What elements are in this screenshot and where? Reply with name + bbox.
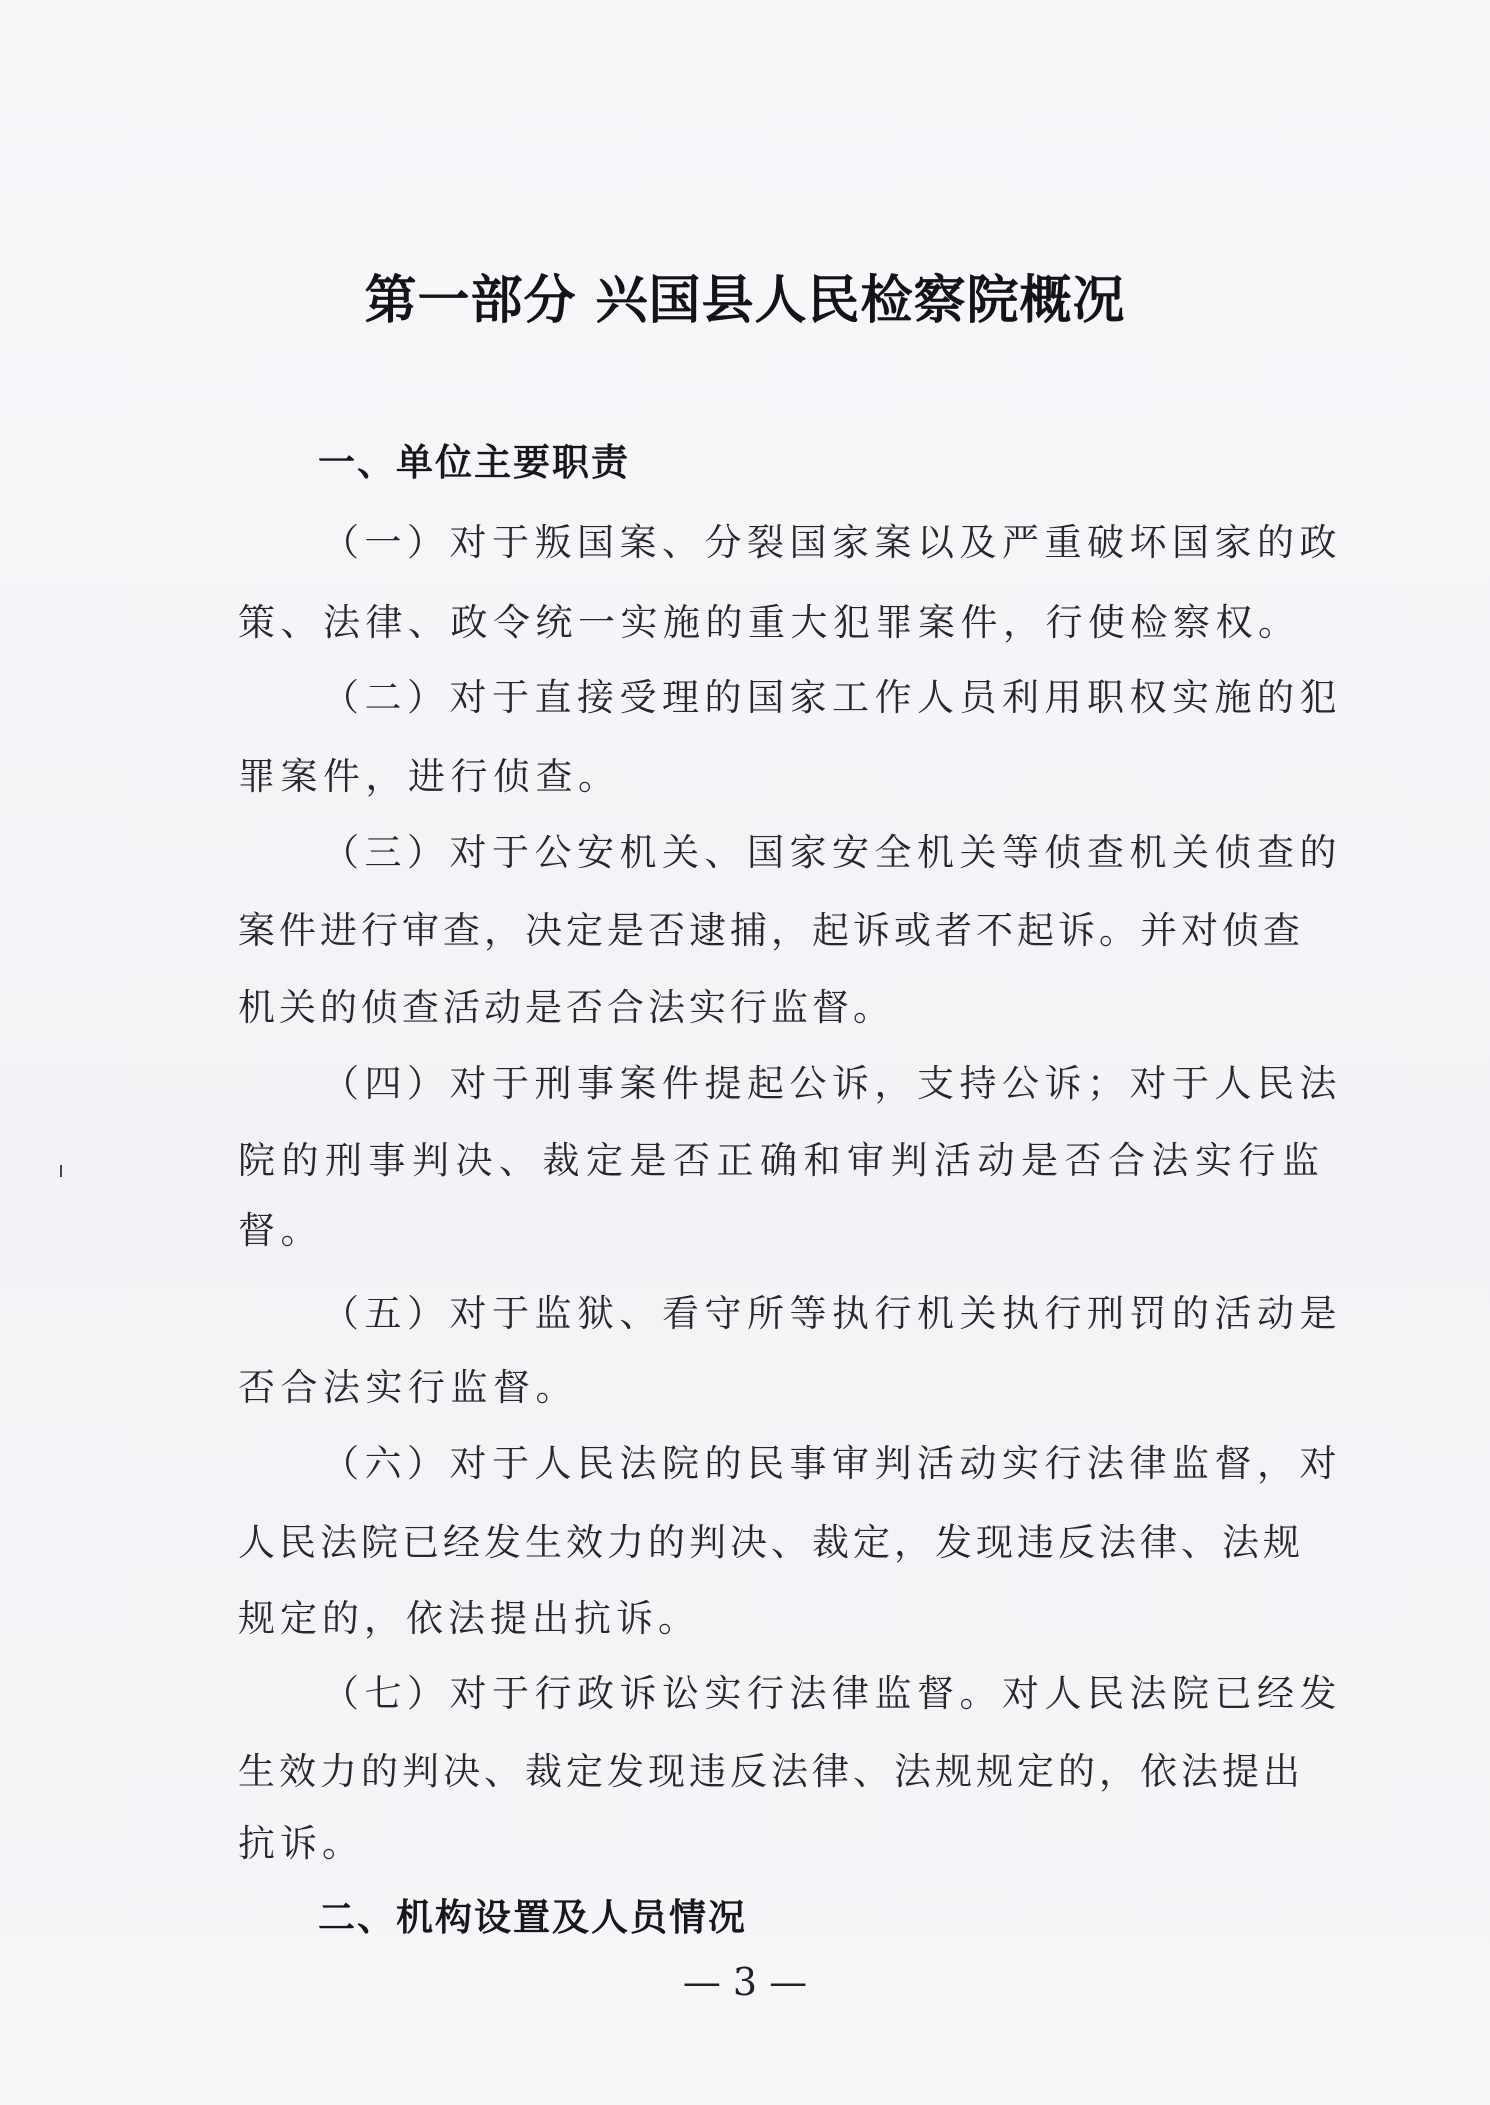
paragraph-line: 抗诉。 <box>238 1822 364 1865</box>
paragraph-line: （五）对于监狱、看守所等执行机关执行刑罚的活动是 <box>322 1292 1342 1335</box>
page-title: 第一部分 兴国县人民检察院概况 <box>364 270 1126 331</box>
paragraph-line: 规定的，依法提出抗诉。 <box>238 1597 700 1640</box>
paragraph-line: 人民法院已经发生效力的判决、裁定，发现违反法律、法规 <box>238 1521 1304 1564</box>
section-heading-organization: 二、机构设置及人员情况 <box>318 1896 747 1939</box>
paragraph-line: 罪案件，进行侦查。 <box>238 755 621 798</box>
page-number: — 3 — <box>682 1960 808 2004</box>
section-heading-duties: 一、单位主要职责 <box>318 441 630 484</box>
paragraph-line: （七）对于行政诉讼实行法律监督。对人民法院已经发 <box>322 1672 1342 1715</box>
paragraph-line: （六）对于人民法院的民事审判活动实行法律监督，对 <box>322 1442 1342 1485</box>
paragraph-line: （一）对于叛国案、分裂国家案以及严重破坏国家的政 <box>322 521 1342 564</box>
paragraph-line: （三）对于公安机关、国家安全机关等侦查机关侦查的 <box>322 831 1342 874</box>
paragraph-line: 否合法实行监督。 <box>238 1366 578 1409</box>
paragraph-line: 机关的侦查活动是否合法实行监督。 <box>238 986 894 1029</box>
paragraph-line: 院的刑事判决、裁定是否正确和审判活动是否合法实行监 <box>238 1139 1326 1182</box>
scan-margin-mark <box>60 1165 62 1177</box>
paragraph-line: （二）对于直接受理的国家工作人员利用职权实施的犯 <box>322 676 1342 719</box>
paragraph-line: 督。 <box>238 1209 323 1252</box>
paragraph-line: 案件进行审查，决定是否逮捕，起诉或者不起诉。并对侦查 <box>238 909 1304 952</box>
paragraph-line: 生效力的判决、裁定发现违反法律、法规规定的，依法提出 <box>238 1750 1304 1793</box>
paragraph-line: （四）对于刑事案件提起公诉，支持公诉；对于人民法 <box>322 1062 1342 1105</box>
paragraph-line: 策、法律、政令统一实施的重大犯罪案件，行使检察权。 <box>238 601 1301 644</box>
